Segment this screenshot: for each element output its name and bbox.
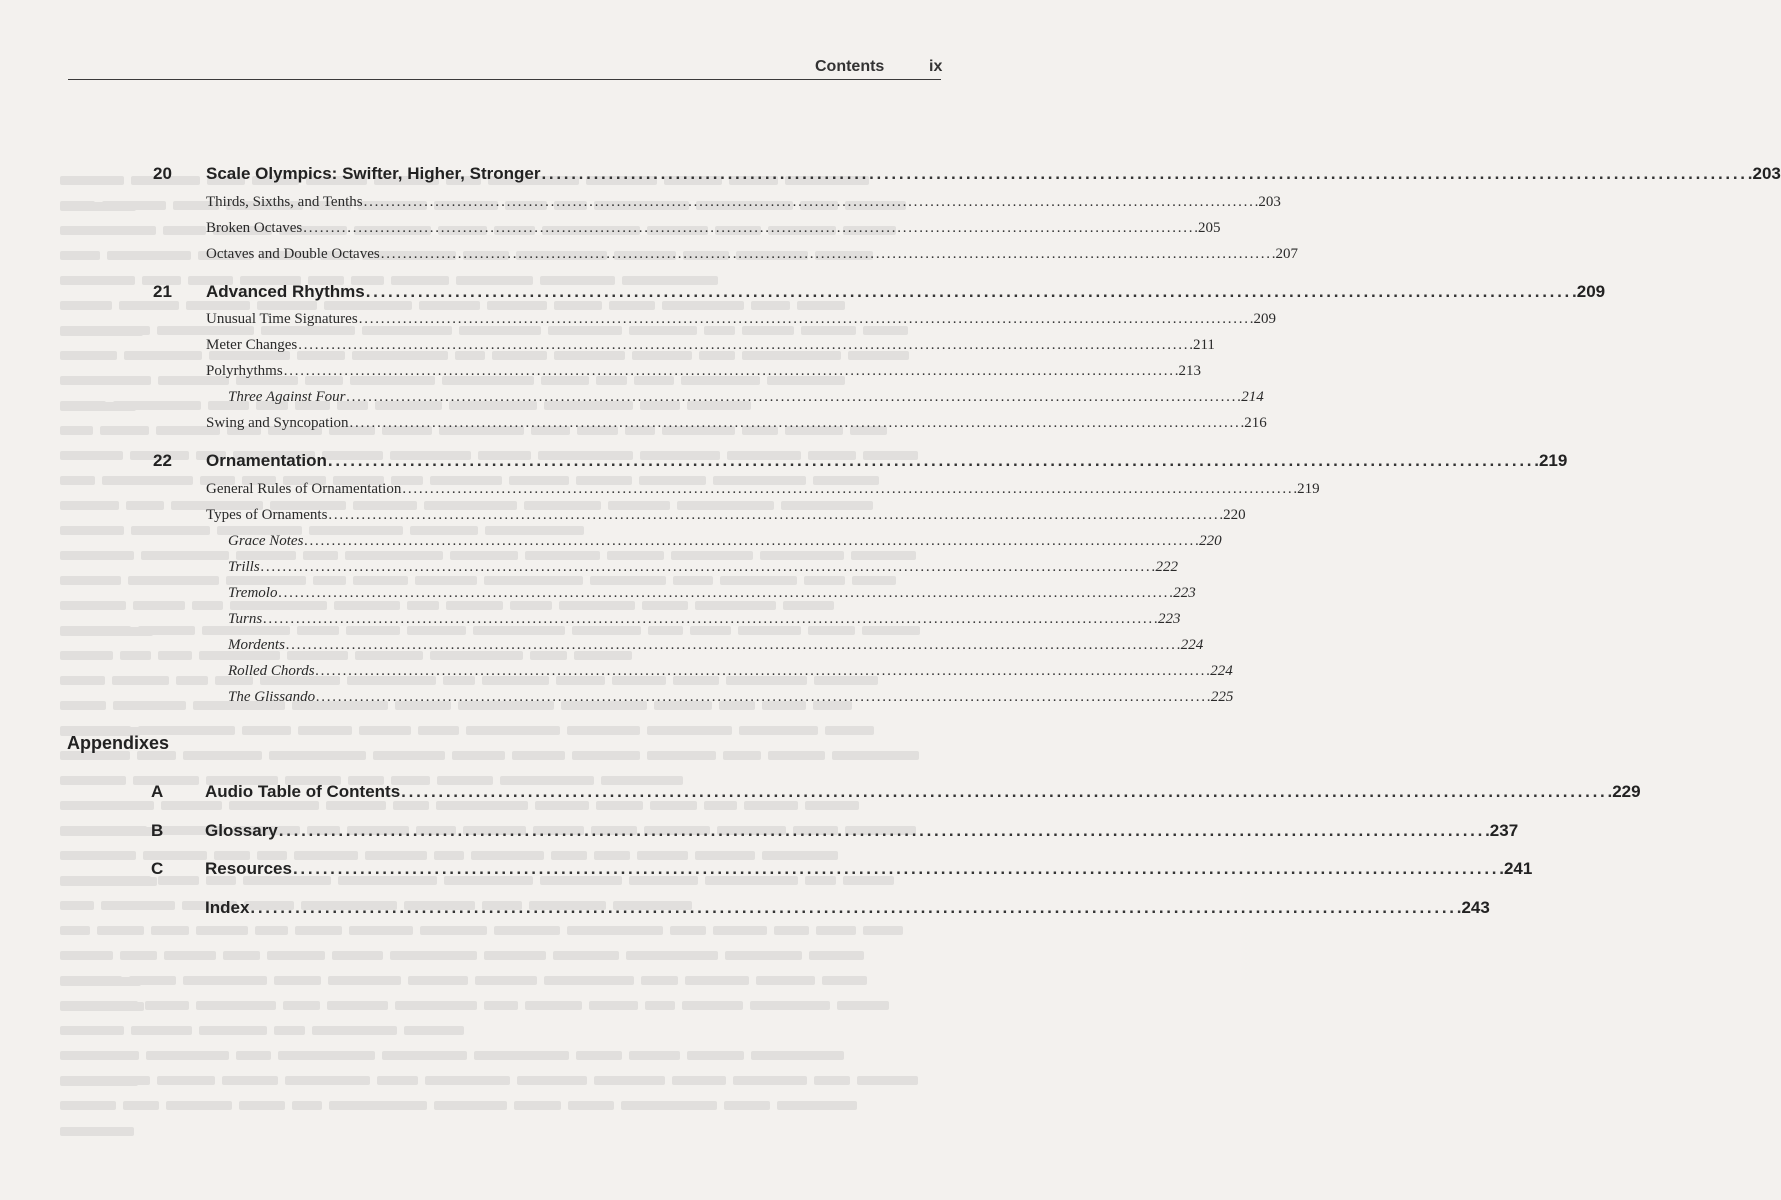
appendix-letter: B [151, 821, 164, 840]
leader-dots [359, 311, 1253, 328]
subsection-page: 223 [1173, 585, 1196, 601]
appendixes-heading: Appendixes [67, 733, 170, 753]
chapter-entry[interactable] [206, 282, 1606, 306]
section-page: 220 [1223, 507, 1246, 523]
section-page: 209 [1253, 311, 1276, 327]
chapter-title: Ornamentation [206, 451, 327, 470]
section-entry[interactable] [206, 311, 1276, 333]
leader-dots [328, 451, 1538, 471]
leader-dots [303, 220, 1197, 237]
chapter-number: 20 [153, 164, 172, 183]
appendix-letter: A [151, 782, 164, 801]
subsection-title: Tremolo [228, 585, 278, 601]
leader-dots [250, 898, 1460, 918]
section-title: Broken Octaves [206, 220, 303, 236]
chapter-title: Scale Olympics: Swifter, Higher, Stronger [206, 164, 541, 183]
section-page: 216 [1244, 415, 1267, 431]
chapter-title: Advanced Rhythms [206, 282, 365, 301]
section-title: Types of Ornaments [206, 507, 328, 523]
leader-dots [284, 363, 1178, 380]
appendix-title: Glossary [205, 821, 278, 840]
appendix-page: 229 [1612, 782, 1641, 801]
chapter-page: 219 [1538, 451, 1568, 470]
leader-dots [401, 782, 1611, 802]
section-title: Polyrhythms [206, 363, 283, 379]
appendix-entry[interactable] [205, 898, 1490, 922]
subsection-title: Turns [228, 611, 263, 627]
subsection-title: Trills [228, 559, 260, 575]
appendix-page: 237 [1489, 821, 1519, 840]
subsection-page: 225 [1210, 689, 1234, 705]
chapter-page: 203 [1752, 164, 1781, 183]
section-page: 205 [1197, 220, 1221, 236]
leader-dots [347, 389, 1241, 406]
header-title: Contents [815, 58, 885, 75]
subsection-page: 224 [1180, 637, 1204, 653]
section-page: 213 [1178, 363, 1201, 379]
section-page: 207 [1275, 246, 1298, 262]
subsection-entry[interactable] [228, 559, 1178, 581]
appendix-letter: C [151, 859, 164, 878]
section-entry[interactable] [206, 220, 1221, 242]
section-entry[interactable] [206, 481, 1320, 503]
section-page: 203 [1258, 194, 1281, 210]
section-entry[interactable] [206, 337, 1215, 359]
subsection-entry[interactable] [228, 611, 1181, 633]
leader-dots [381, 246, 1275, 263]
leader-dots [316, 663, 1210, 680]
section-page: 219 [1297, 481, 1320, 497]
appendix-page: 243 [1461, 898, 1490, 917]
section-entry[interactable] [206, 246, 1298, 268]
leader-dots [402, 481, 1296, 498]
chapter-entry[interactable] [206, 164, 1781, 188]
leader-dots [263, 611, 1157, 628]
leader-dots [366, 282, 1576, 302]
section-title: Octaves and Double Octaves [206, 246, 380, 262]
section-entry[interactable] [206, 415, 1267, 437]
subsection-entry[interactable] [228, 585, 1196, 607]
appendix-page: 241 [1503, 859, 1533, 878]
section-page: 211 [1192, 337, 1215, 353]
subsection-entry[interactable] [228, 533, 1222, 555]
leader-dots [350, 415, 1244, 432]
appendix-title: Audio Table of Contents [205, 782, 401, 801]
header-page-number: ix [929, 58, 943, 75]
leader-dots [304, 533, 1198, 550]
chapter-number: 22 [153, 451, 172, 470]
section-title: Swing and Syncopation [206, 415, 349, 431]
chapter-page: 209 [1576, 282, 1606, 301]
appendix-entry[interactable] [205, 782, 1641, 806]
section-entry[interactable] [206, 194, 1281, 216]
leader-dots [541, 164, 1751, 184]
appendix-title: Index [205, 898, 250, 917]
leader-dots [286, 637, 1180, 654]
subsection-entry[interactable] [228, 689, 1234, 711]
section-title: Unusual Time Signatures [206, 311, 358, 327]
subsection-entry[interactable] [228, 637, 1204, 659]
subsection-title: Mordents [228, 637, 285, 653]
leader-dots [278, 585, 1172, 602]
appendix-title: Resources [205, 859, 292, 878]
section-entry[interactable] [206, 363, 1201, 385]
leader-dots [328, 507, 1222, 524]
subsection-page: 220 [1199, 533, 1222, 549]
leader-dots [279, 821, 1489, 841]
section-entry[interactable] [206, 507, 1246, 529]
subsection-entry[interactable] [228, 389, 1264, 411]
leader-dots [298, 337, 1192, 354]
section-title: General Rules of Ornamentation [206, 481, 402, 497]
chapter-number: 21 [153, 282, 172, 301]
subsection-title: Three Against Four [228, 389, 346, 405]
subsection-title: The Glissando [228, 689, 316, 705]
leader-dots [261, 559, 1155, 576]
chapter-entry[interactable] [206, 451, 1568, 475]
leader-dots [293, 859, 1503, 879]
appendix-entry[interactable] [205, 821, 1519, 845]
subsection-page: 214 [1241, 389, 1264, 405]
subsection-page: 223 [1157, 611, 1181, 627]
subsection-title: Rolled Chords [228, 663, 315, 679]
appendix-entry[interactable] [205, 859, 1533, 883]
section-title: Thirds, Sixths, and Tenths [206, 194, 363, 210]
subsection-page: 224 [1210, 663, 1233, 679]
leader-dots [364, 194, 1258, 211]
leader-dots [316, 689, 1210, 706]
subsection-title: Grace Notes [228, 533, 304, 549]
section-title: Meter Changes [206, 337, 298, 353]
subsection-entry[interactable] [228, 663, 1233, 685]
subsection-page: 222 [1155, 559, 1178, 575]
